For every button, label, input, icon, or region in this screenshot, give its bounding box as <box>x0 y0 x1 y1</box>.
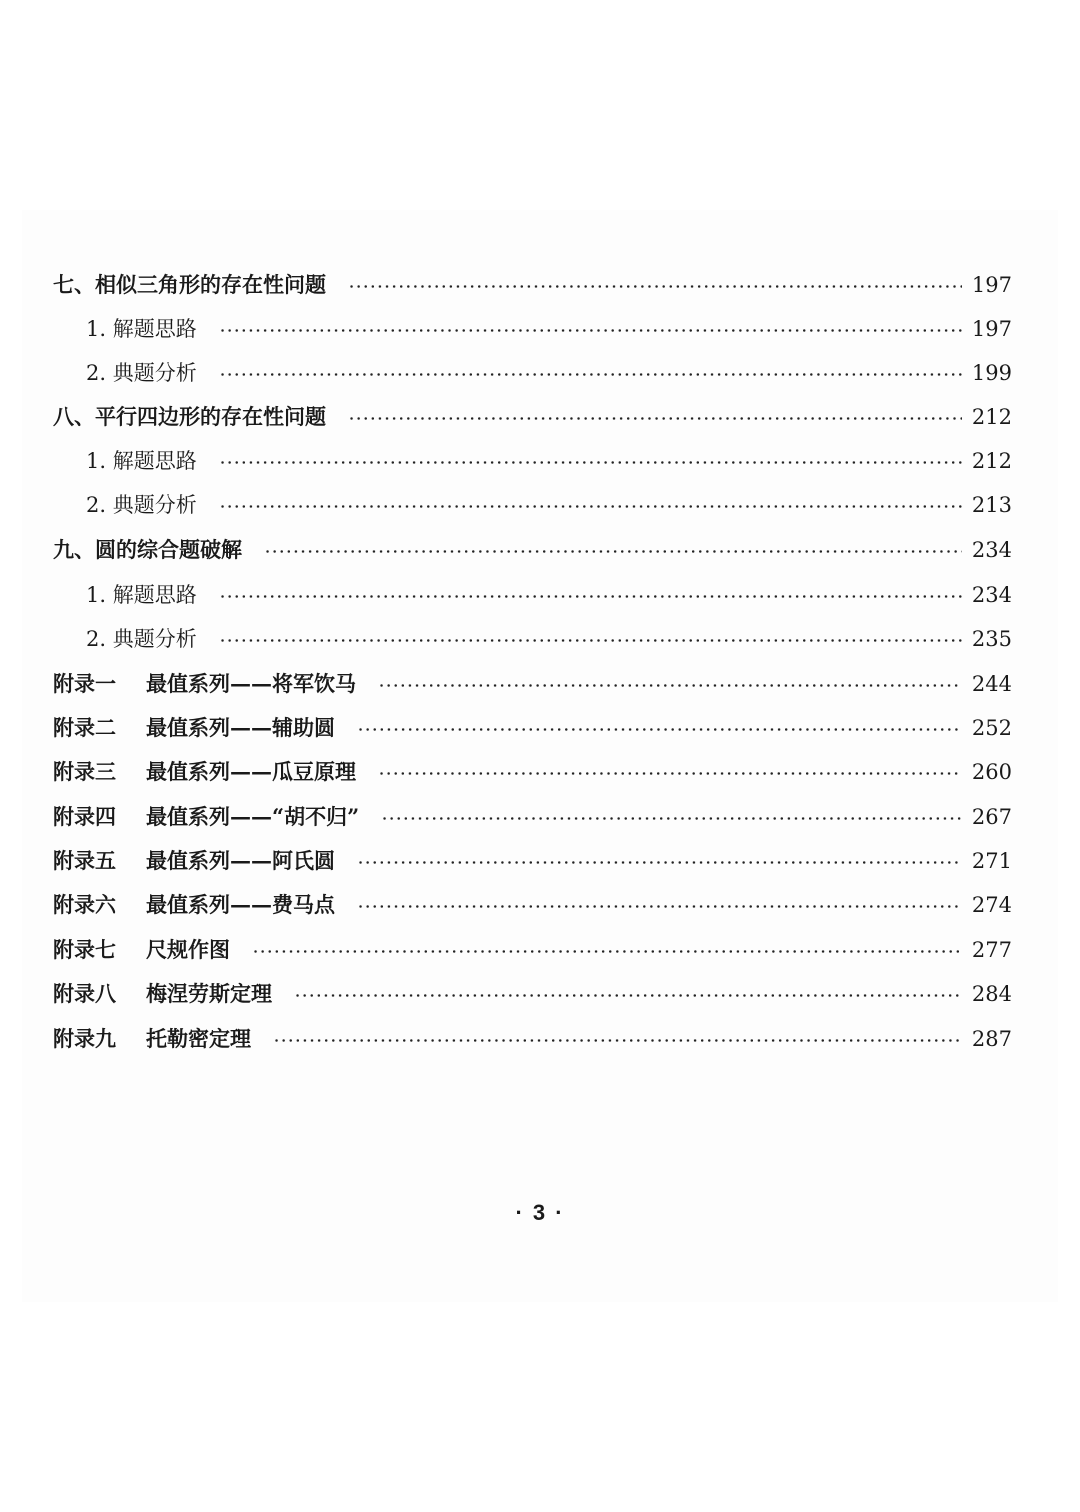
toc-entry-page: 197 <box>971 317 1012 341</box>
appendix-title: 尺规作图 <box>146 937 230 962</box>
appendix-entry[interactable] <box>53 795 1012 839</box>
dot-leader <box>219 505 962 508</box>
appendix-title: 梅涅劳斯定理 <box>146 981 272 1006</box>
dot-leader <box>264 550 962 553</box>
toc-entry-label: 七、相似三角形的存在性问题 <box>53 272 326 297</box>
dot-leader <box>357 905 962 908</box>
appendix-title: 托勒密定理 <box>146 1026 251 1051</box>
appendix-label <box>53 972 272 1016</box>
toc-entry-label: 1. 解题思路 <box>86 317 197 341</box>
appendix-prefix: 附录八 <box>53 981 116 1006</box>
appendix-entry[interactable] <box>53 972 1012 1016</box>
appendix-label <box>53 839 335 883</box>
toc-entry-page: 234 <box>971 583 1012 607</box>
appendix-label <box>53 928 230 972</box>
dot-leader <box>273 1039 962 1042</box>
appendix-page: 277 <box>971 938 1012 962</box>
toc-entry[interactable] <box>53 528 1012 572</box>
toc-entry[interactable] <box>53 395 1012 439</box>
dot-leader <box>219 461 962 464</box>
appendix-prefix: 附录一 <box>53 671 116 696</box>
appendix-label <box>53 750 356 794</box>
appendix-prefix: 附录二 <box>53 715 116 740</box>
appendix-entry[interactable] <box>53 883 1012 927</box>
dot-leader <box>357 728 962 731</box>
toc-entry-label: 2. 典题分析 <box>86 493 197 517</box>
toc-entry-page: 197 <box>971 273 1012 297</box>
dot-leader <box>348 285 962 288</box>
dot-leader <box>219 639 962 642</box>
appendix-prefix: 附录七 <box>53 937 116 962</box>
appendix-prefix: 附录六 <box>53 892 116 917</box>
toc-entry-label: 1. 解题思路 <box>86 583 197 607</box>
appendix-title: 最值系列——将军饮马 <box>146 671 356 696</box>
dot-leader <box>219 595 962 598</box>
dot-leader <box>378 684 962 687</box>
toc-entry[interactable] <box>86 439 1012 483</box>
toc-entry[interactable] <box>86 617 1012 661</box>
dot-leader <box>219 329 962 332</box>
appendix-label <box>53 706 335 750</box>
appendix-label <box>53 1017 251 1061</box>
appendix-page: 284 <box>971 982 1012 1006</box>
toc-entry-page: 199 <box>971 361 1012 385</box>
dot-leader <box>219 373 962 376</box>
toc-entry-label: 九、圆的综合题破解 <box>53 537 242 562</box>
appendix-page: 267 <box>971 805 1012 829</box>
appendix-page: 271 <box>971 849 1012 873</box>
appendix-entry[interactable] <box>53 662 1012 706</box>
page-number-footer: · 3 · <box>515 1200 565 1225</box>
toc-entry[interactable] <box>86 483 1012 527</box>
dot-leader <box>357 861 962 864</box>
appendix-entry[interactable] <box>53 928 1012 972</box>
dot-leader <box>294 994 962 997</box>
appendix-title: 最值系列——瓜豆原理 <box>146 759 356 784</box>
appendix-title: 最值系列——“胡不归” <box>146 804 360 829</box>
appendix-entry[interactable] <box>53 839 1012 883</box>
appendix-label <box>53 662 356 706</box>
appendix-prefix: 附录三 <box>53 759 116 784</box>
appendix-page: 244 <box>971 672 1012 696</box>
appendix-entry[interactable] <box>53 750 1012 794</box>
appendix-title: 最值系列——辅助圆 <box>146 715 335 740</box>
appendix-label <box>53 883 335 927</box>
appendix-page: 260 <box>971 760 1012 784</box>
appendix-label <box>53 795 359 839</box>
toc-entry-label: 1. 解题思路 <box>86 449 197 473</box>
toc-entry-page: 235 <box>971 627 1012 651</box>
dot-leader <box>252 950 962 953</box>
toc-entry-page: 213 <box>971 493 1012 517</box>
dot-leader <box>381 817 962 820</box>
toc-entry-label: 2. 典题分析 <box>86 627 197 651</box>
dot-leader <box>348 417 962 420</box>
appendix-title: 最值系列——阿氏圆 <box>146 848 335 873</box>
toc-entry[interactable] <box>86 351 1012 395</box>
appendix-page: 274 <box>971 893 1012 917</box>
appendix-entry[interactable] <box>53 706 1012 750</box>
appendix-prefix: 附录五 <box>53 848 116 873</box>
toc-entry-page: 234 <box>971 538 1012 562</box>
toc-entry[interactable] <box>86 307 1012 351</box>
appendix-entry[interactable] <box>53 1017 1012 1061</box>
appendix-page: 252 <box>971 716 1012 740</box>
appendix-page: 287 <box>971 1027 1012 1051</box>
toc-entry-label: 八、平行四边形的存在性问题 <box>53 404 326 429</box>
appendix-prefix: 附录四 <box>53 804 116 829</box>
appendix-title: 最值系列——费马点 <box>146 892 335 917</box>
appendix-prefix: 附录九 <box>53 1026 116 1051</box>
toc-entry-page: 212 <box>971 405 1012 429</box>
dot-leader <box>378 772 962 775</box>
toc-entry-label: 2. 典题分析 <box>86 361 197 385</box>
toc-entry-page: 212 <box>971 449 1012 473</box>
toc-entry[interactable] <box>86 573 1012 617</box>
toc-entry[interactable] <box>53 263 1012 307</box>
